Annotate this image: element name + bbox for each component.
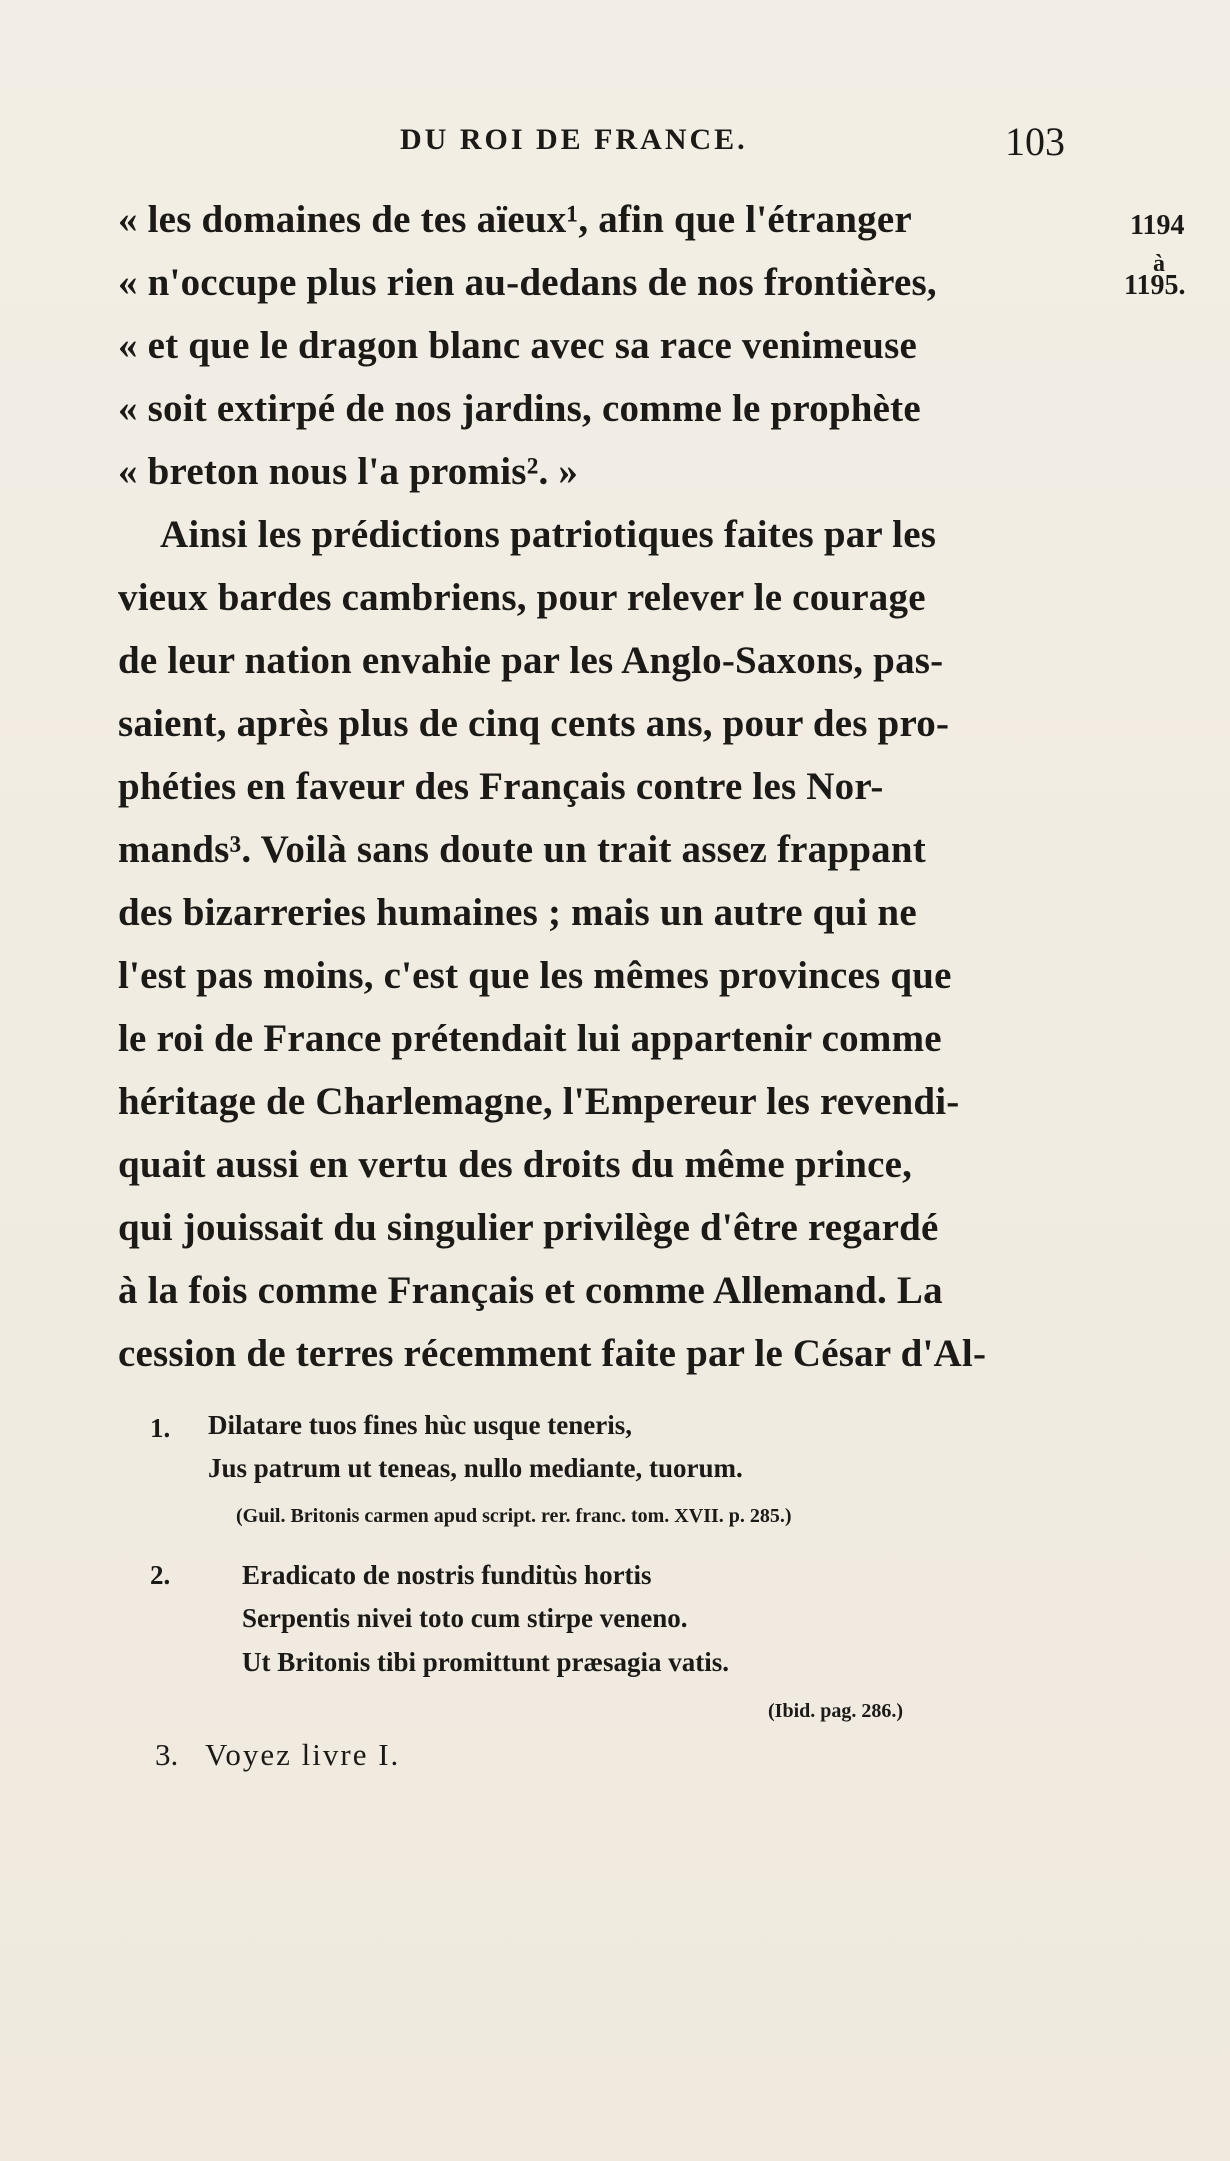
text-line-19: cession de terres récemment faite par le César d'Al-	[118, 1332, 987, 1375]
margin-connector: à	[1153, 251, 1165, 277]
text-line-2: « n'occupe plus rien au-dedans de nos frontières,	[118, 261, 937, 304]
text-line-6: Ainsi les prédictions patriotiques faites par les	[160, 513, 937, 556]
margin-year-start: 1194	[1130, 210, 1185, 241]
text-line-17: qui jouissait du singulier privilège d'être regardé	[118, 1206, 939, 1249]
text-line-10: phéties en faveur des Français contre les Nor-	[118, 765, 884, 808]
footnote-2-line-2: Serpentis nivei toto cum stirpe veneno.	[242, 1603, 688, 1633]
text-line-18: à la fois comme Français et comme Allemand. La	[118, 1269, 943, 1312]
text-line-1: « les domaines de tes aïeux¹, afin que l'étranger	[118, 198, 912, 241]
text-line-5: « breton nous l'a promis². »	[118, 450, 579, 493]
footnote-1-citation: (Guil. Britonis carmen apud script. rer. franc. tom. XVII. p. 285.)	[236, 1505, 792, 1527]
margin-year-end: 1195.	[1124, 270, 1186, 301]
footnote-2-citation: (Ibid. pag. 286.)	[768, 1700, 904, 1722]
footnote-3-text: Voyez livre I.	[205, 1737, 401, 1772]
footnote-2-line-1: Eradicato de nostris funditùs hortis	[242, 1560, 652, 1590]
footnote-2-number: 2.	[150, 1560, 171, 1590]
text-line-14: le roi de France prétendait lui appartenir comme	[118, 1017, 942, 1060]
footnote-2-line-3: Ut Britonis tibi promittunt præsagia vatis.	[242, 1647, 730, 1677]
text-line-8: de leur nation envahie par les Anglo-Saxons, pas-	[118, 639, 944, 682]
running-head: DU ROI DE FRANCE.	[400, 123, 748, 156]
text-line-3: « et que le dragon blanc avec sa race venimeuse	[118, 324, 918, 367]
footnote-1-line-1: Dilatare tuos fines hùc usque teneris,	[208, 1410, 633, 1440]
footnote-3-number: 3.	[155, 1737, 179, 1772]
footnote-1-number: 1.	[150, 1413, 171, 1443]
body-text	[118, 188, 1078, 1385]
text-line-7: vieux bardes cambriens, pour relever le courage	[118, 576, 926, 619]
text-line-13: l'est pas moins, c'est que les mêmes provinces que	[118, 954, 952, 997]
footnote-1-line-2: Jus patrum ut teneas, nullo mediante, tuorum.	[208, 1453, 743, 1483]
text-line-16: quait aussi en vertu des droits du même prince,	[118, 1143, 913, 1186]
text-line-12: des bizarreries humaines ; mais un autre qui ne	[118, 891, 917, 934]
text-line-11: mands³. Voilà sans doute un trait assez frappant	[118, 828, 926, 871]
text-line-9: saient, après plus de cinq cents ans, pour des pro-	[118, 702, 950, 745]
page-number: 103	[1005, 119, 1065, 164]
text-line-4: « soit extirpé de nos jardins, comme le prophète	[118, 387, 921, 430]
text-line-15: héritage de Charlemagne, l'Empereur les revendi-	[118, 1080, 960, 1123]
